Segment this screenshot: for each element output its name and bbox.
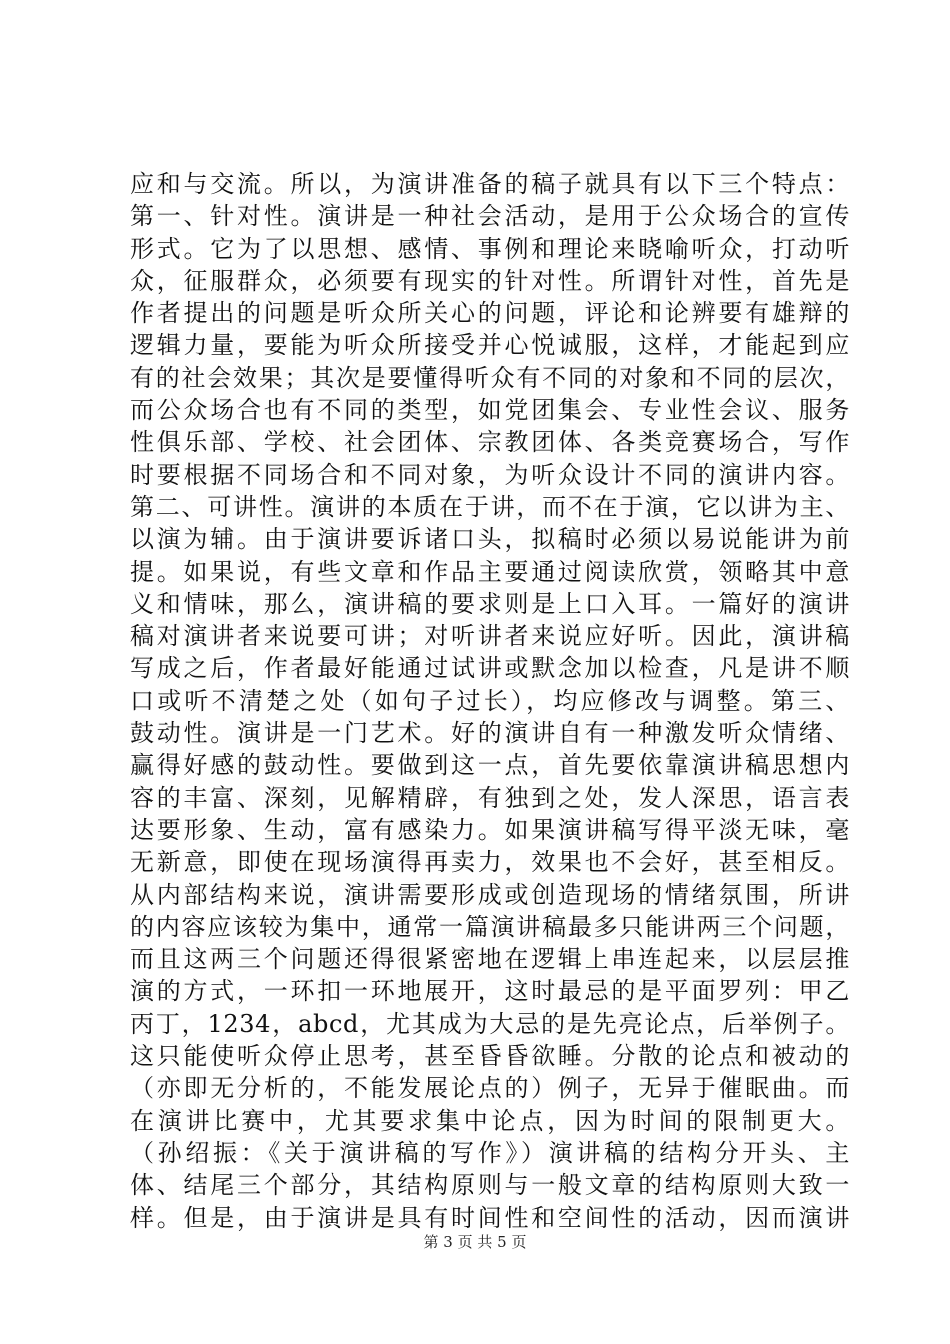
text-line: 演的方式，一环扣一环地展开，这时最忌的是平面罗列：甲乙 [130, 977, 850, 1006]
page-footer [0, 1232, 950, 1252]
text-line: 作者提出的问题是听众所关心的问题，评论和论辨要有雄辩的 [130, 299, 850, 328]
text-line: 性俱乐部、学校、社会团体、宗教团体、各类竞赛场合，写作 [130, 428, 850, 457]
text-line: 第二、可讲性。演讲的本质在于讲，而不在于演，它以讲为主、 [130, 492, 850, 521]
text-line: 而公众场合也有不同的类型，如党团集会、专业性会议、服务 [130, 396, 850, 425]
text-line: 稿对演讲者来说要可讲；对听讲者来说应好听。因此，演讲稿 [130, 622, 850, 651]
text-line: 这只能使听众停止思考，甚至昏昏欲睡。分散的论点和被动的 [130, 1042, 850, 1071]
text-line: 提。如果说，有些文章和作品主要通过阅读欣赏，领略其中意 [130, 557, 850, 586]
text-line: 有的社会效果；其次是要懂得听众有不同的对象和不同的层次， [130, 363, 850, 392]
text-line: 应和与交流。所以，为演讲准备的稿子就具有以下三个特点： [130, 170, 850, 198]
text-line: （孙绍振：《关于演讲稿的写作》）演讲稿的结构分开头、主 [130, 1138, 850, 1167]
text-line: 第一、针对性。演讲是一种社会活动，是用于公众场合的宣传 [130, 202, 850, 231]
text-line: 容的丰富、深刻，见解精辟，有独到之处，发人深思，语言表 [130, 783, 850, 812]
page-number-label: 第 3 页 共 5 页 [423, 1233, 527, 1251]
text-line: 形式。它为了以思想、感情、事例和理论来晓喻听众，打动听 [130, 234, 850, 263]
text-line: 赢得好感的鼓动性。要做到这一点，首先要依靠演讲稿思想内 [130, 751, 850, 780]
text-line: 时要根据不同场合和不同对象，为听众设计不同的演讲内容。 [130, 460, 850, 489]
text-line: 体、结尾三个部分，其结构原则与一般文章的结构原则大致一 [130, 1171, 850, 1200]
text-line: 口或听不清楚之处（如句子过长），均应修改与调整。第三、 [130, 686, 850, 715]
text-line: 以演为辅。由于演讲要诉诸口头，拟稿时必须以易说能讲为前 [130, 525, 850, 554]
text-line: 从内部结构来说，演讲需要形成或创造现场的情绪氛围，所讲 [130, 880, 850, 909]
text-line: 无新意，即使在现场演得再卖力，效果也不会好，甚至相反。 [130, 848, 850, 877]
text-line: 在演讲比赛中，尤其要求集中论点，因为时间的限制更大。 [130, 1106, 850, 1135]
text-line: 的内容应该较为集中，通常一篇演讲稿最多只能讲两三个问题， [130, 912, 850, 941]
text-line: 而且这两三个问题还得很紧密地在逻辑上串连起来，以层层推 [130, 945, 850, 974]
body-text [130, 168, 850, 1234]
text-line: 鼓动性。演讲是一门艺术。好的演讲自有一种激发听众情绪、 [130, 719, 850, 748]
text-line: 义和情味，那么，演讲稿的要求则是上口入耳。一篇好的演讲 [130, 589, 850, 618]
text-line: 丙丁，1234，abcd，尤其成为大忌的是先亮论点，后举例子。 [130, 1009, 850, 1038]
text-line: 众，征服群众，必须要有现实的针对性。所谓针对性，首先是 [130, 266, 850, 295]
text-line: 逻辑力量，要能为听众所接受并心悦诚服，这样，才能起到应 [130, 331, 850, 360]
text-line: 写成之后，作者最好能通过试讲或默念加以检查，凡是讲不顺 [130, 654, 850, 683]
text-line: （亦即无分析的，不能发展论点的）例子，无异于催眠曲。而 [130, 1074, 850, 1103]
text-line: 达要形象、生动，富有感染力。如果演讲稿写得平淡无味，毫 [130, 815, 850, 844]
text-line: 样。但是，由于演讲是具有时间性和空间性的活动，因而演讲 [130, 1203, 850, 1232]
